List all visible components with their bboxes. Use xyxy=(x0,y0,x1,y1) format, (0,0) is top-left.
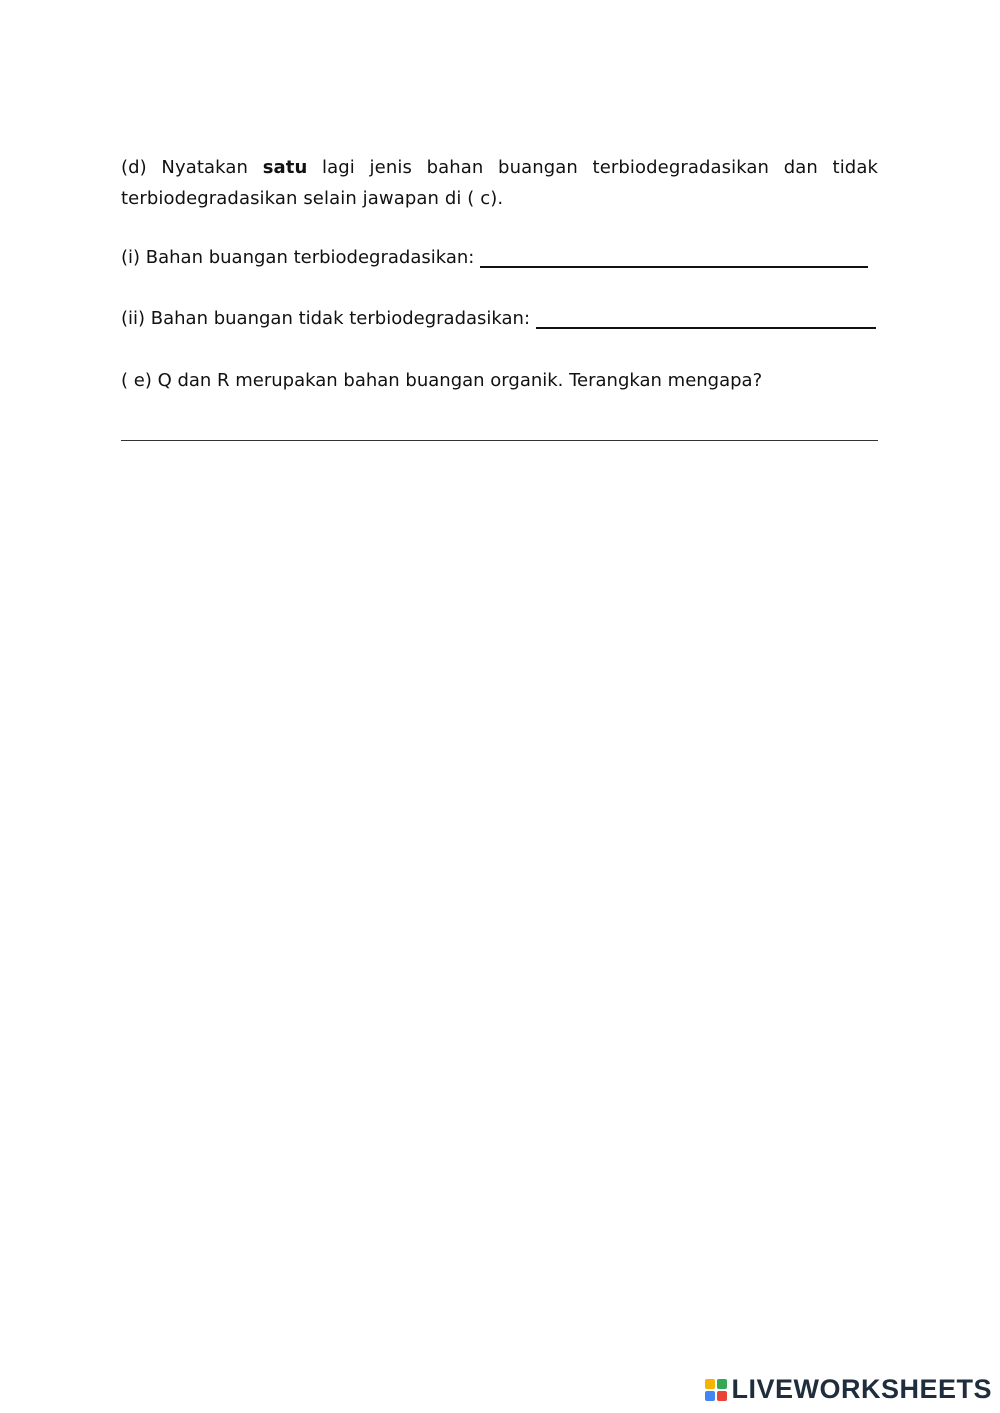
answer-ii-input[interactable] xyxy=(536,307,876,329)
answer-i-label: (i) Bahan buangan terbiodegradasikan: xyxy=(121,247,475,268)
logo-square-2 xyxy=(717,1379,727,1389)
question-d-bold-word: satu xyxy=(262,157,308,178)
question-d-text xyxy=(121,152,878,214)
question-d-suffix: lagi jenis bahan buangan terbiodegradasikan dan tidak terbiodegradasikan selain jawapan di ( c). xyxy=(121,157,878,209)
answer-ii-label: (ii) Bahan buangan tidak terbiodegradasikan: xyxy=(121,308,531,329)
logo-text: LIVEWORKSHEETS xyxy=(731,1374,992,1404)
logo-square-1 xyxy=(705,1379,715,1389)
liveworksheets-logo xyxy=(705,1374,992,1405)
answer-e-input[interactable] xyxy=(121,420,878,441)
liveworksheets-logo-icon xyxy=(705,1379,727,1401)
logo-square-3 xyxy=(705,1391,715,1401)
question-d-prefix: (d) Nyatakan xyxy=(121,157,263,178)
answer-ii-row xyxy=(121,306,876,332)
logo-square-4 xyxy=(717,1391,727,1401)
question-e-text: ( e) Q dan R merupakan bahan buangan organik. Terangkan mengapa? xyxy=(121,370,763,391)
answer-i-row xyxy=(121,245,868,271)
answer-i-input[interactable] xyxy=(480,246,868,268)
